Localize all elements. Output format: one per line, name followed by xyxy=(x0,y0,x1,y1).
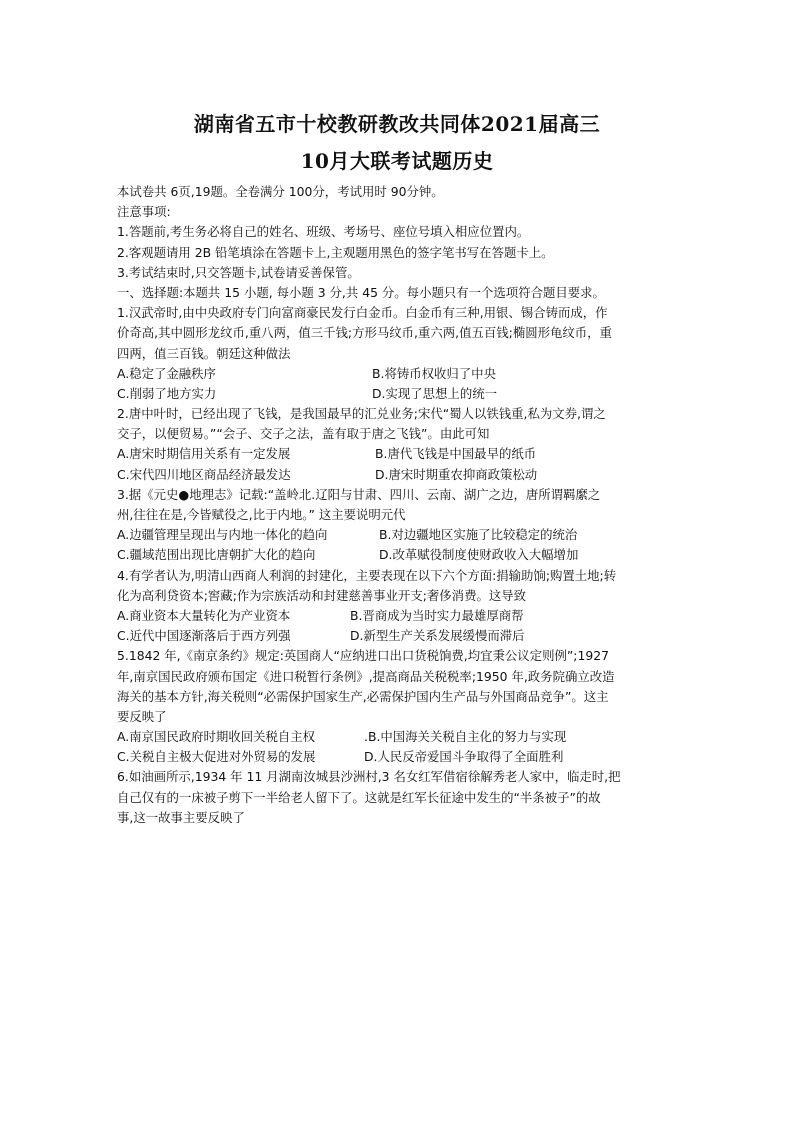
option-b: B.对边疆地区实施了比较稳定的统治 xyxy=(379,527,578,543)
exam-title-line1: 湖南省五市十校教研教改共同体2021届高三 xyxy=(193,112,601,136)
option-row xyxy=(117,606,677,626)
option-c: C.近代中国逐渐落后于西方列强 xyxy=(117,628,291,644)
notice-item: 2.客观题请用 2B 铅笔填涂在答题卡上,主观题用黑色的签字笔书写在答题卡上。 xyxy=(117,244,554,260)
notice-item: 1.答题前,考生务必将自己的姓名、班级、考场号、座位号填入相应位置内。 xyxy=(117,224,530,240)
question-stem: 3.据《元史●地理志》记载:“盖岭北.辽阳与甘肃、四川、云南、湖广之边，唐所谓羁縻之 xyxy=(117,486,601,502)
question-stem: 州,往往在是,今皆赋役之,比于内地。” 这主要说明元代 xyxy=(117,507,406,522)
question-stem: 价奇高,其中圆形龙纹币,重八两，值三千钱;方形马纹币,重六两,值五百钱;椭圆形龟纹币，重 xyxy=(117,325,612,341)
question-stem: 1.汉武帝时,由中央政府专门向富商豪民发行白金币。白金币有三种,用银、锡合铸而成，作 xyxy=(117,305,608,321)
option-d: D.实现了思想上的统一 xyxy=(372,385,497,401)
option-d: D.新型生产关系发展缓慢而滞后 xyxy=(350,628,525,644)
exam-info: 本试卷共 6页,19题。全卷满分 100分，考试用时 90分钟。 xyxy=(117,184,444,199)
question-stem: 自己仅有的一床被子剪下一半给老人留下了。这就是红军长征途中发生的“半条被子”的故 xyxy=(117,789,601,805)
option-b: B.晋商成为当时实力最雄厚商帮 xyxy=(350,607,524,623)
option-row xyxy=(117,384,677,404)
exam-title-line2: 10月大联考试题历史 xyxy=(300,149,494,173)
question-stem: 4.有学者认为,明清山西商人利润的封建化，主要表现在以下六个方面:捐输助饷;购置土地;转 xyxy=(117,567,617,583)
option-row xyxy=(117,364,677,384)
option-a: A.稳定了金融秩序 xyxy=(117,365,216,381)
option-row xyxy=(117,727,677,747)
question-stem: 四两，值三百钱。朝廷这种做法 xyxy=(117,345,291,361)
option-row xyxy=(117,545,677,565)
question-stem: 6.如油画所示,1934 年 11 月湖南汝城县沙洲村,3 名女红军借宿徐解秀老人家中，临走时,把 xyxy=(117,769,621,785)
question-6 xyxy=(117,767,677,828)
option-d: D.唐宋时期重农抑商政策松动 xyxy=(375,466,538,482)
option-c: C.宋代四川地区商品经济最发达 xyxy=(117,466,291,482)
option-c: C.关税自主极大促进对外贸易的发展 xyxy=(117,749,316,765)
question-4 xyxy=(117,566,677,647)
question-3 xyxy=(117,485,677,566)
question-stem: 化为高利贷资本;窖藏;作为宗族活动和封建慈善事业开支;奢侈消费。这导致 xyxy=(117,587,527,603)
question-stem: 2.唐中叶时，已经出现了飞钱，是我国最早的汇兑业务;宋代“蜀人以铁钱重,私为文券,谓之 xyxy=(117,406,606,422)
option-row xyxy=(117,525,677,545)
option-a: A.南京国民政府时期收回关税自主权 xyxy=(117,729,316,745)
option-row xyxy=(117,444,677,464)
question-stem: 要反映了 xyxy=(117,708,167,724)
option-d: D.改革赋役制度使财政收入大幅增加 xyxy=(379,547,579,563)
option-d: D.人民反帝爱国斗争取得了全面胜利 xyxy=(364,749,564,765)
notice-title: 注意事项: xyxy=(117,204,171,220)
question-stem: 交子，以便贸易。”“会子、交子之法，盖有取于唐之飞钱”。由此可知 xyxy=(117,426,490,442)
option-c: C.削弱了地方实力 xyxy=(117,385,217,401)
notice-item: 3.考试结束时,只交答题卡,试卷请妥善保管。 xyxy=(117,264,360,280)
question-stem: 海关的基本方针,海关税则“必需保护国家生产,必需保护国内生产品与外国商品竞争”。这主 xyxy=(117,688,609,704)
option-row xyxy=(117,747,677,767)
option-a: A.商业资本大量转化为产业资本 xyxy=(117,607,291,623)
question-stem: 年,南京国民政府颁布国定《进口税暂行条例》,提高商品关税税率;1950 年,政务院确立改造 xyxy=(117,668,615,684)
question-stem: 5.1842 年,《南京条约》规定:英国商人“应纳进口出口货税饷费,均宜秉公议定则例”;1927 xyxy=(117,648,610,664)
question-1 xyxy=(117,303,677,404)
option-b: .B.中国海关关税自主化的努力与实现 xyxy=(364,729,567,745)
option-b: B.将铸币权收归了中央 xyxy=(372,365,496,381)
option-b: B.唐代飞钱是中国最早的纸币 xyxy=(375,446,537,462)
option-a: A.唐宋时期信用关系有一定发展 xyxy=(117,446,291,462)
exam-content xyxy=(117,182,677,828)
question-stem: 事,这一故事主要反映了 xyxy=(117,809,245,825)
option-row xyxy=(117,626,677,646)
option-c: C.疆域范围出现比唐朝扩大化的趋向 xyxy=(117,547,316,563)
question-5 xyxy=(117,646,677,767)
section-heading: 一、选择题:本题共 15 小题, 每小题 3 分,共 45 分。每小题只有一个选项符合题目要求。 xyxy=(117,284,605,300)
option-a: A.边疆管理呈现出与内地一体化的趋向 xyxy=(117,527,328,543)
option-row xyxy=(117,465,677,485)
question-2 xyxy=(117,404,677,485)
